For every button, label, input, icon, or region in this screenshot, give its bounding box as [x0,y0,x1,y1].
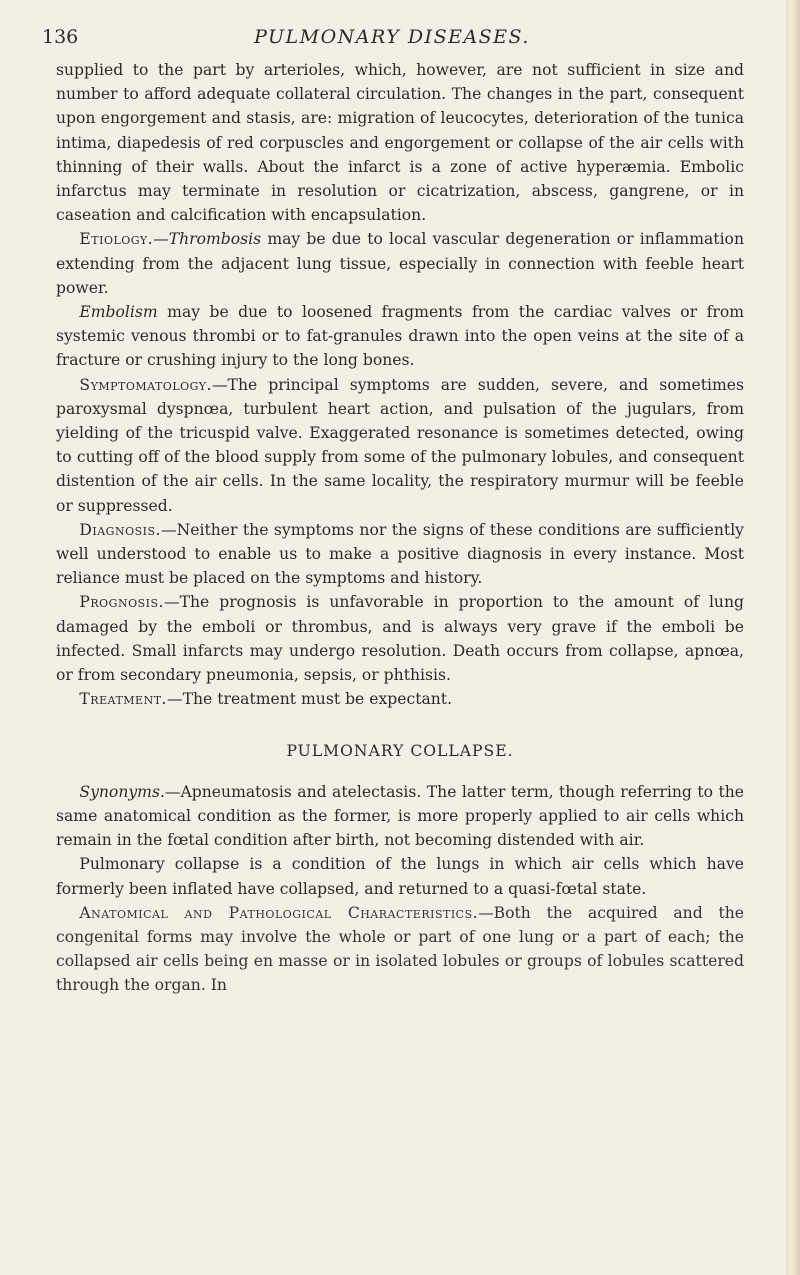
symptomatology-text: —The principal symptoms are sudden, severe, and sometimes paroxysmal dyspnœa, turbulent heart action, and pulsation of the jugulars, from yielding of the tricuspid valve. Exaggerated resonance is sometimes detected, owing to cutting off of the blood supply from some of the pulmonary lobules, and consequent distention of the air cells. In the same locality, the respiratory murmur will be feeble or suppressed. [56,375,744,515]
treatment-label: Treatment. [79,690,167,709]
body-text [56,58,744,998]
paragraph-prognosis [56,590,744,687]
paragraph-synonyms [56,780,744,853]
etiology-label: Etiology. [79,230,154,249]
prognosis-text: —The prognosis is unfavorable in proportion to the amount of lung damaged by the emboli or thrombus, and is always very grave if the emboli be infected. Small infarcts may undergo resolution. Death occurs from collapse, apnœa, or from secondary pneumonia, sepsis, or phthisis. [56,593,744,685]
anatomical-label: Anatomical and Pathological Characteristics. [79,903,479,922]
section-heading-pulmonary-collapse: PULMONARY COLLAPSE. [286,742,514,761]
etiology-text: may be due to local vascular degeneration or inflammation extending from the adjacent lung tissue, especially in connection with feeble heart power. [56,230,744,297]
paragraph-etiology [56,227,744,300]
paragraph-symptomatology [56,373,744,518]
treatment-text: —The treatment must be expectant. [167,690,453,709]
thrombosis-term: Thrombosis [168,230,262,249]
paragraph-treatment [56,687,744,711]
embolism-text: may be due to loosened fragments from the cardiac valves or from systemic venous thrombi or to fat-granules drawn into the open veins at the site of a fracture or crushing injury to the long bones. [56,303,744,370]
prognosis-label: Prognosis. [79,593,164,612]
running-title: PULMONARY DISEASES. [254,26,530,48]
paragraph-definition: Pulmonary collapse is a condition of the lungs in which air cells which have formerly been inflated have collapsed, and returned to a quasi-fœtal state. [56,855,744,898]
synonyms-text: —Apneumatosis and atelectasis. The latter term, though referring to the same anatomical condition as the former, is more properly applied to air cells which remain in the fœtal condition after birth, not becoming distended with air. [56,782,744,850]
paragraph-infarct-continuation: supplied to the part by arterioles, which, however, are not sufficient in size and number to afford adequate collateral circulation. The changes in the part, consequent upon engorgement and stasis, are: migration of leucocytes, deterioration of the tunica intima, diapedesis of red corpuscles and engorgement or collapse of the air cells with thinning of their walls. About the infarct is a zone of active hyperæmia. Embolic infarctus may terminate in resolution or cicatrization, abscess, gangrene, or in caseation and calcification with encapsulation. [56,61,744,225]
page-edge [786,0,800,1275]
paragraph-diagnosis [56,518,744,591]
etiology-dash: — [153,230,169,249]
paragraph-embolism [56,300,744,373]
embolism-term: Embolism [79,303,158,322]
running-header [42,26,742,54]
diagnosis-label: Diagnosis. [79,520,161,539]
paragraph-anatomical [56,901,744,998]
symptomatology-label: Symptomatology. [79,375,212,394]
diagnosis-text: —Neither the symptoms nor the signs of these conditions are sufficiently well understood to enable us to make a positive diagnosis in every instance. Most reliance must be placed on the symptoms and history. [56,520,744,588]
synonyms-label: Synonyms. [79,782,165,801]
page-number: 136 [42,26,79,48]
anatomical-text: —Both the acquired and the congenital forms may involve the whole or part of one lung or a part of each; the collapsed air cells being en masse or in isolated lobules or groups of lobules scattered through the organ. In [56,903,745,995]
